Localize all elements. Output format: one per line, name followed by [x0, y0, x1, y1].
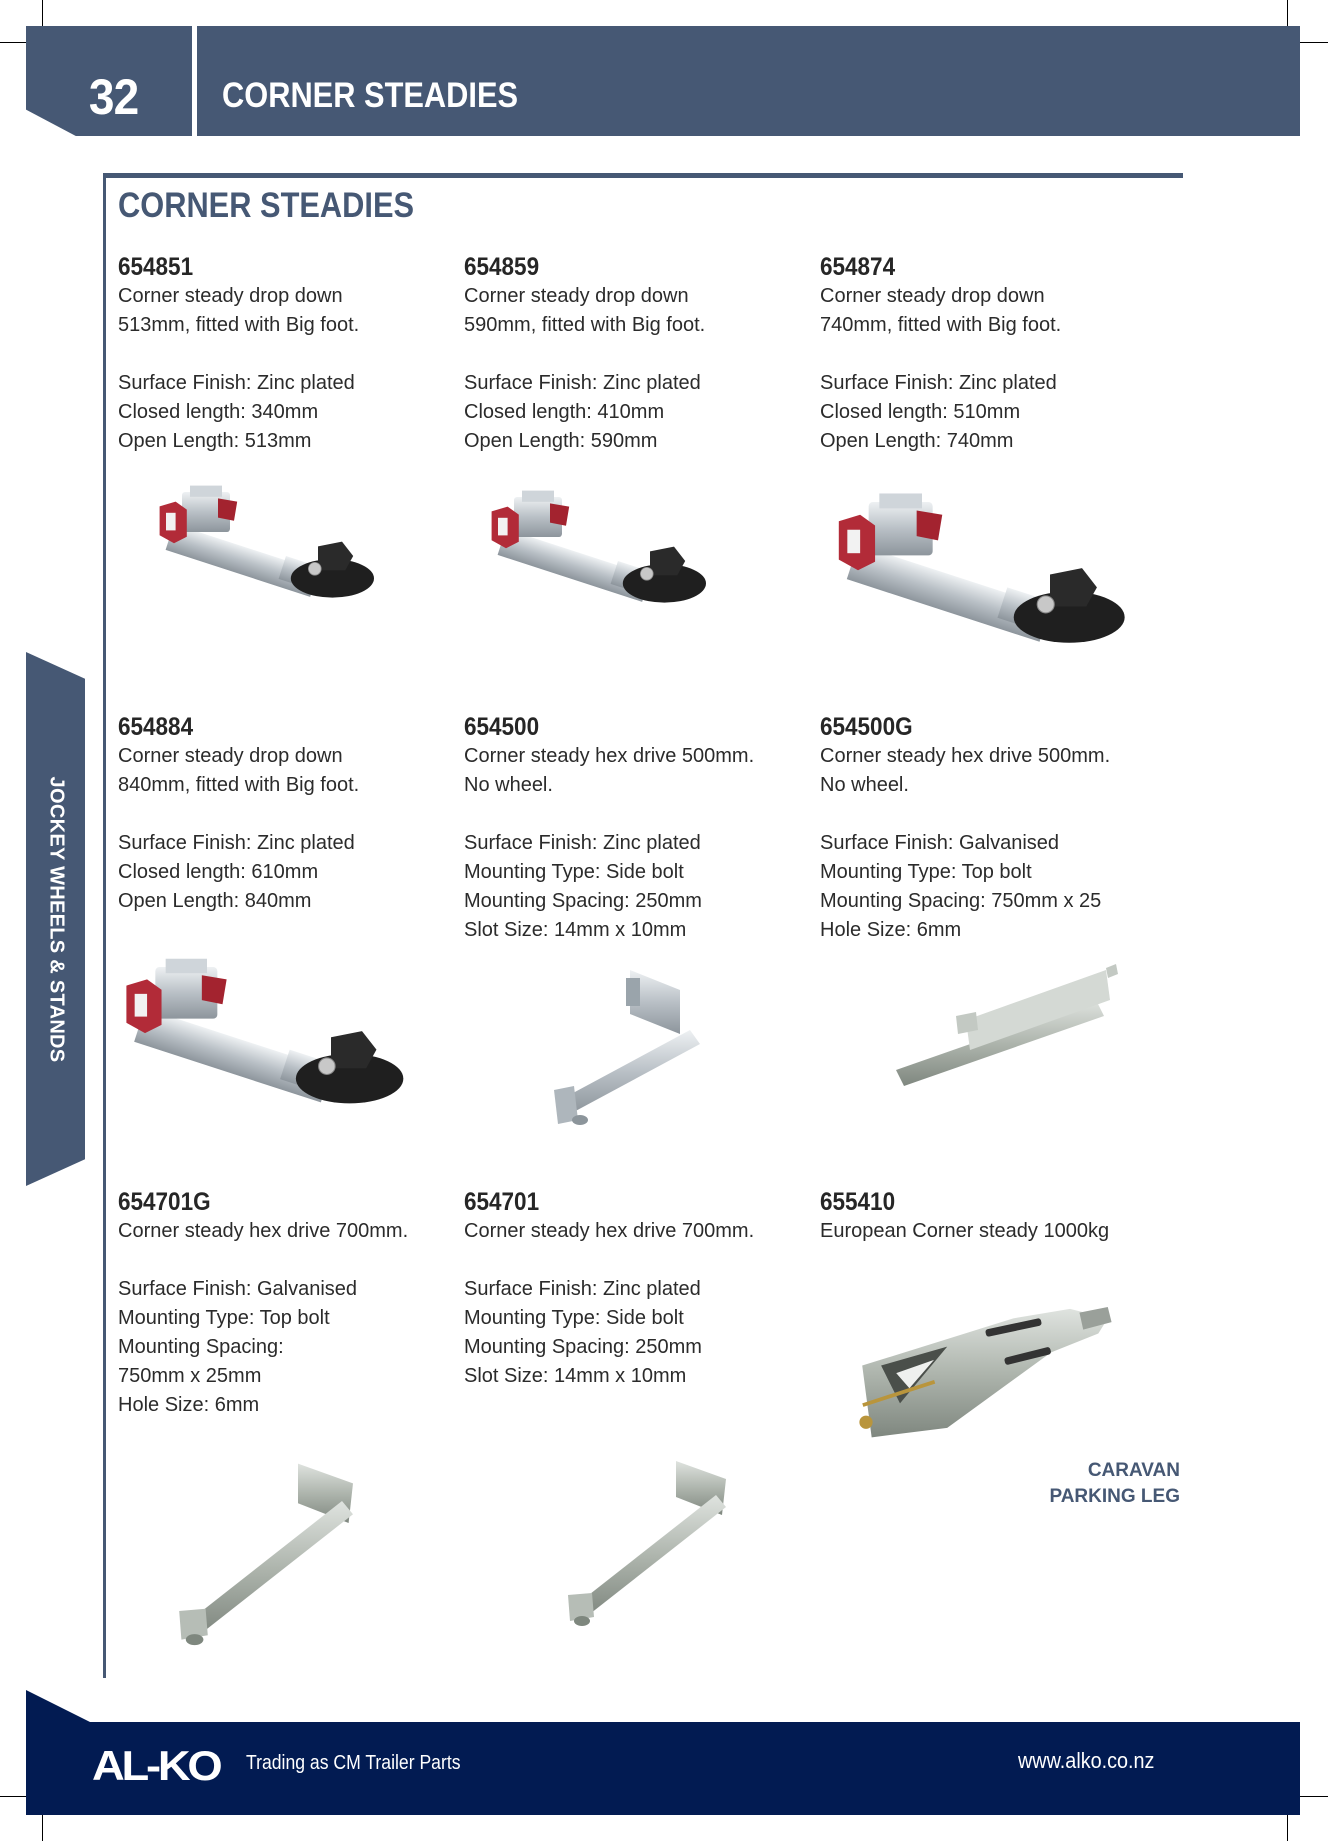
crop-mark	[0, 42, 30, 43]
product-image-654701	[556, 1440, 756, 1650]
product-spec: Mounting Type: Top bolt	[820, 861, 1032, 883]
crop-mark	[1298, 1796, 1328, 1797]
product-code: 655410	[820, 1188, 896, 1216]
product-spec: Mounting Spacing: 250mm	[464, 890, 702, 912]
product-description: Corner steady drop down	[464, 285, 689, 307]
product-description: Corner steady drop down	[118, 745, 343, 767]
product-image-654884	[114, 944, 424, 1114]
product-spec: Hole Size: 6mm	[118, 1394, 260, 1416]
product-code: 654500G	[820, 713, 913, 741]
product-spec: Mounting Type: Side bolt	[464, 861, 684, 883]
caravan-label-line2: PARKING LEG	[1049, 1486, 1180, 1507]
product-description: No wheel.	[820, 774, 909, 796]
product-spec: Surface Finish: Galvanised	[118, 1278, 358, 1300]
crop-mark	[1298, 42, 1328, 43]
product-specs	[118, 369, 458, 456]
product-description: 513mm, fitted with Big foot.	[118, 314, 360, 336]
product-description: Corner steady hex drive 700mm.	[464, 1220, 755, 1242]
product-description: Corner steady hex drive 500mm.	[464, 745, 755, 767]
side-tab-label-wrap	[26, 652, 85, 1186]
product-card	[464, 252, 804, 456]
product-image-655410	[830, 1290, 1140, 1460]
product-code: 654859	[464, 253, 540, 281]
product-code: 654701	[464, 1188, 540, 1216]
product-description: 840mm, fitted with Big foot.	[118, 774, 360, 796]
product-spec: Surface Finish: Zinc plated	[464, 832, 701, 854]
frame-top-rule	[103, 173, 1183, 178]
product-description: 590mm, fitted with Big foot.	[464, 314, 706, 336]
header-title: CORNER STEADIES	[222, 76, 519, 115]
product-spec: Mounting Type: Top bolt	[118, 1307, 330, 1329]
product-card	[118, 712, 458, 916]
product-card	[820, 712, 1160, 945]
product-spec: Surface Finish: Zinc plated	[464, 1278, 701, 1300]
product-spec: Open Length: 590mm	[464, 430, 658, 452]
footer-website-link[interactable]: www.alko.co.nz	[1018, 1748, 1155, 1773]
product-spec: Closed length: 510mm	[820, 401, 1021, 423]
product-code: 654874	[820, 253, 896, 281]
product-image-654701G	[166, 1456, 386, 1656]
product-specs	[820, 369, 1160, 456]
product-description: Corner steady drop down	[118, 285, 343, 307]
product-description: Corner steady drop down	[820, 285, 1045, 307]
product-spec: Surface Finish: Zinc plated	[118, 832, 355, 854]
product-spec: Slot Size: 14mm x 10mm	[464, 919, 687, 941]
product-image-654851	[150, 470, 390, 610]
product-code: 654701G	[118, 1188, 211, 1216]
product-image-654500G	[876, 960, 1136, 1100]
product-spec: Mounting Spacing: 250mm	[464, 1336, 702, 1358]
side-tab-label: JOCKEY WHEELS & STANDS	[45, 776, 67, 1062]
product-specs	[464, 369, 804, 456]
crop-mark	[42, 1812, 43, 1841]
product-spec: Mounting Spacing:	[118, 1336, 284, 1358]
product-code: 654851	[118, 253, 194, 281]
product-image-654500	[540, 960, 740, 1140]
frame-left-rule	[103, 173, 106, 1678]
product-card	[464, 712, 804, 945]
product-specs	[464, 829, 804, 945]
crop-mark	[1287, 1812, 1288, 1841]
product-specs	[820, 829, 1160, 945]
footer-trading-text: Trading as CM Trailer Parts	[246, 1752, 461, 1774]
product-card	[118, 1187, 458, 1420]
product-code: 654500	[464, 713, 540, 741]
product-description: European Corner steady 1000kg	[820, 1220, 1110, 1242]
product-card	[118, 252, 458, 456]
product-specs	[464, 1275, 804, 1391]
product-card	[820, 1187, 1160, 1246]
product-spec: Slot Size: 14mm x 10mm	[464, 1365, 687, 1387]
product-spec: Closed length: 410mm	[464, 401, 665, 423]
product-spec: Mounting Spacing: 750mm x 25	[820, 890, 1102, 912]
product-spec: Hole Size: 6mm	[820, 919, 962, 941]
product-spec: Closed length: 610mm	[118, 861, 319, 883]
product-spec: Open Length: 513mm	[118, 430, 312, 452]
product-image-654874	[826, 476, 1146, 656]
product-spec: Surface Finish: Zinc plated	[118, 372, 355, 394]
product-spec: Surface Finish: Zinc plated	[464, 372, 701, 394]
section-title: CORNER STEADIES	[118, 186, 415, 225]
product-spec: Surface Finish: Galvanised	[820, 832, 1060, 854]
product-specs	[118, 829, 458, 916]
caravan-label-line1: CARAVAN	[1087, 1460, 1180, 1481]
caravan-parking-leg-label	[960, 1458, 1180, 1510]
product-card	[820, 252, 1160, 456]
product-spec: Closed length: 340mm	[118, 401, 319, 423]
product-image-654859	[482, 470, 722, 620]
product-description: Corner steady hex drive 500mm.	[820, 745, 1111, 767]
alko-logo: AL-KO	[92, 1742, 220, 1789]
product-specs	[118, 1275, 458, 1420]
product-description: 740mm, fitted with Big foot.	[820, 314, 1062, 336]
product-spec: Mounting Type: Side bolt	[464, 1307, 684, 1329]
product-spec: Surface Finish: Zinc plated	[820, 372, 1057, 394]
product-code: 654884	[118, 713, 194, 741]
product-description: Corner steady hex drive 700mm.	[118, 1220, 409, 1242]
product-spec: Open Length: 740mm	[820, 430, 1014, 452]
page-number: 32	[88, 69, 139, 125]
product-spec: 750mm x 25mm	[118, 1365, 262, 1387]
product-description: No wheel.	[464, 774, 553, 796]
product-card	[464, 1187, 804, 1391]
product-spec: Open Length: 840mm	[118, 890, 312, 912]
